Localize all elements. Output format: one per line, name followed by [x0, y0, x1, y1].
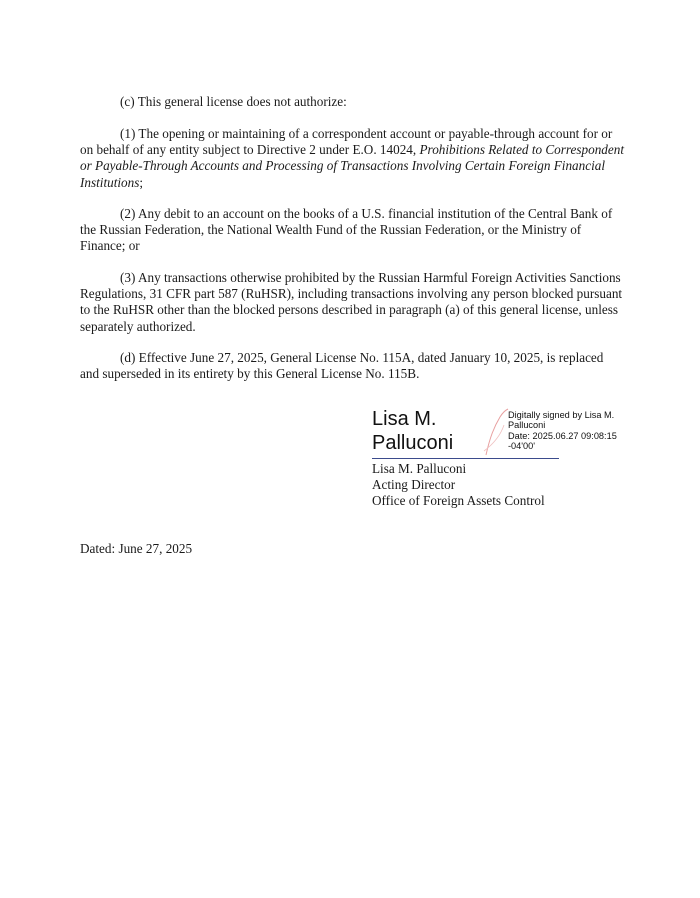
- dated-line: Dated: June 27, 2025: [80, 541, 193, 556]
- signer-name: Lisa M. Palluconi: [372, 461, 467, 476]
- paragraph-c-intro: (c) This general license does not authorize:: [120, 94, 347, 109]
- paragraph-c3: (3) Any transactions otherwise prohibited by the Russian Harmful Foreign Activities Sanctions Regulations, 31 CFR part 587 (RuHSR), including transactions involving any person blocked pursuant to the RuHSR other than the blocked persons described in paragraph (a) of this general license, unless separately authorized.: [80, 270, 623, 334]
- paragraph-d: (d) Effective June 27, 2025, General License No. 115A, dated January 10, 2025, is replaced and superseded in its entirety by this General License No. 115B.: [80, 350, 604, 382]
- signer-title: Acting Director: [372, 477, 456, 493]
- signer-office: Office of Foreign Assets Control: [372, 493, 545, 509]
- signer-block: [372, 461, 545, 510]
- signature-details: Digitally signed by Lisa M. Palluconi Date: 2025.06.27 09:08:15 -04'00': [508, 410, 617, 451]
- paragraph-c1: (1) The opening or maintaining of a correspondent account or payable-through account for or on behalf of any entity subject to Directive 2 under E.O. 14024, Prohibitions Related to Correspondent or Payable-Through Accounts and Processing of Transactions Involving Certain Foreign Financial Institutions;: [80, 126, 625, 190]
- signature-name: Lisa M. Palluconi: [372, 408, 454, 454]
- signature-line: [372, 458, 559, 459]
- paragraph-c2: (2) Any debit to an account on the books of a U.S. financial institution of the Central Bank of the Russian Federation, the National Wealth Fund of the Russian Federation, or the Ministry of Finance; or: [80, 206, 613, 254]
- directive-title: Prohibitions Related to Correspondent or Payable-Through Accounts and Processing of Transactions Involving Certain Foreign Financial Institutions: [80, 142, 625, 190]
- digital-signature[interactable]: [372, 407, 622, 463]
